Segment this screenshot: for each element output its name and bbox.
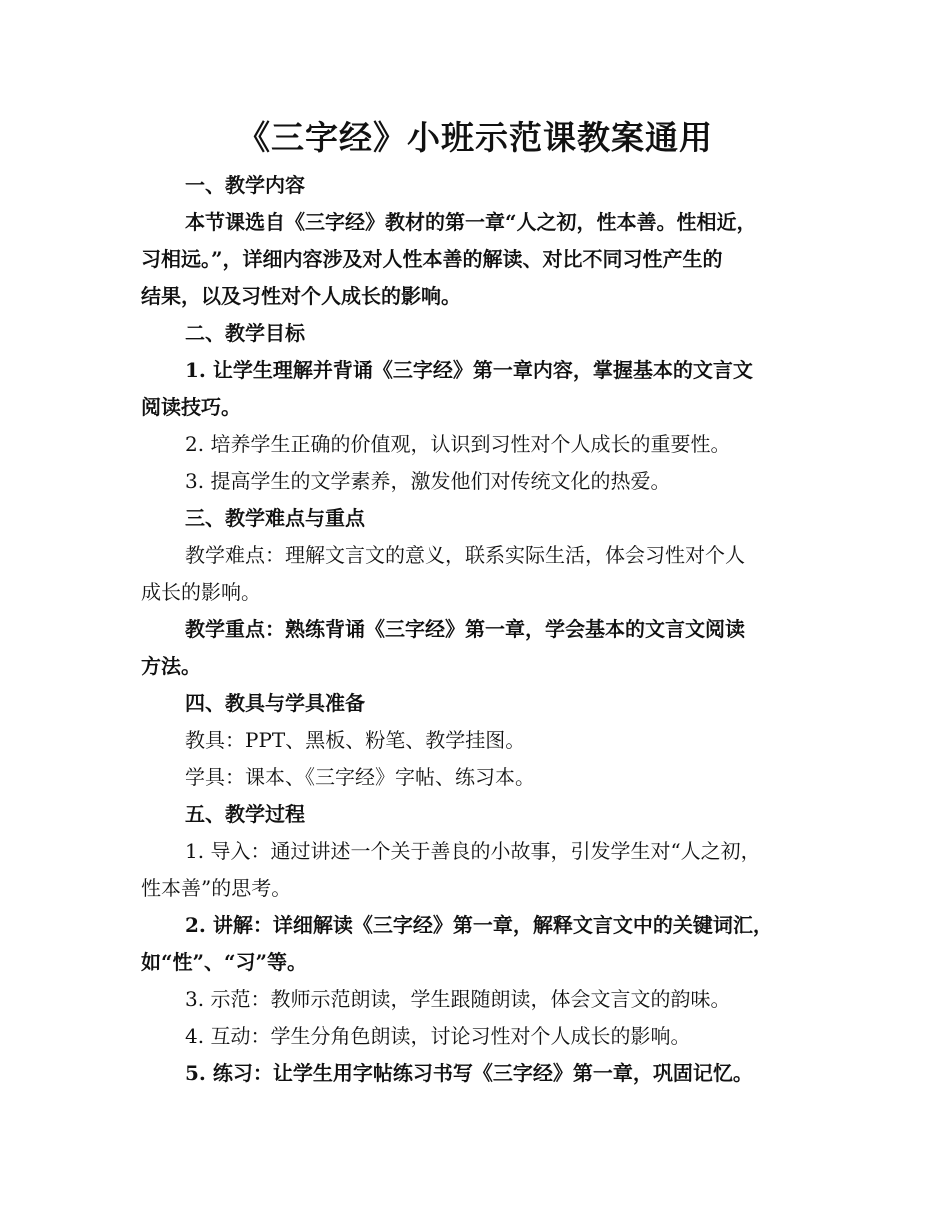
section-heading-process: 五、教学过程	[185, 802, 305, 826]
process-step: 3. 示范：教师示范朗读，学生跟随朗读，体会文言文的韵味。	[185, 987, 731, 1011]
section-heading-materials: 四、教具与学具准备	[185, 691, 365, 715]
process-step: 5. 练习：让学生用字帖练习书写《三字经》第一章，巩固记忆。	[185, 1061, 753, 1085]
process-step: 4. 互动：学生分角色朗读，讨论习性对个人成长的影响。	[185, 1024, 691, 1048]
difficulty-text: 成长的影响。	[141, 580, 261, 604]
process-step: 如“性”、“习”等。	[141, 950, 308, 974]
teacher-materials: 教具：PPT、黑板、粉笔、教学挂图。	[185, 728, 526, 752]
difficulty-text: 教学难点：理解文言文的意义，联系实际生活，体会习性对个人	[185, 543, 745, 567]
section-heading-goals: 二、教学目标	[185, 321, 305, 345]
key-point-text: 方法。	[141, 654, 201, 678]
key-point-text: 教学重点：熟练背诵《三字经》第一章，学会基本的文言文阅读	[185, 617, 745, 641]
goal-item: 1. 让学生理解并背诵《三字经》第一章内容，掌握基本的文言文	[185, 358, 753, 382]
section-heading-content: 一、教学内容	[185, 173, 305, 197]
goal-item: 2. 培养学生正确的价值观，认识到习性对个人成长的重要性。	[185, 432, 731, 456]
process-step: 性本善”的思考。	[141, 876, 292, 900]
goal-item: 3. 提高学生的文学素养，激发他们对传统文化的热爱。	[185, 469, 671, 493]
student-materials: 学具：课本、《三字经》字帖、练习本。	[185, 765, 535, 789]
process-step: 1. 导入：通过讲述一个关于善良的小故事，引发学生对“人之初，	[185, 839, 761, 863]
page-title: 《三字经》小班示范课教案通用	[237, 118, 713, 157]
paragraph-line: 习相远。”，详细内容涉及对人性本善的解读、对比不同习性产生的	[141, 247, 723, 271]
paragraph-line: 本节课选自《三字经》教材的第一章“人之初，性本善。性相近，	[185, 210, 757, 234]
paragraph-line: 结果，以及习性对个人成长的影响。	[141, 284, 461, 308]
section-heading-difficulties: 三、教学难点与重点	[185, 506, 365, 530]
process-step: 2. 讲解：详细解读《三字经》第一章，解释文言文中的关键词汇，	[185, 913, 773, 937]
goal-item: 阅读技巧。	[141, 395, 241, 419]
